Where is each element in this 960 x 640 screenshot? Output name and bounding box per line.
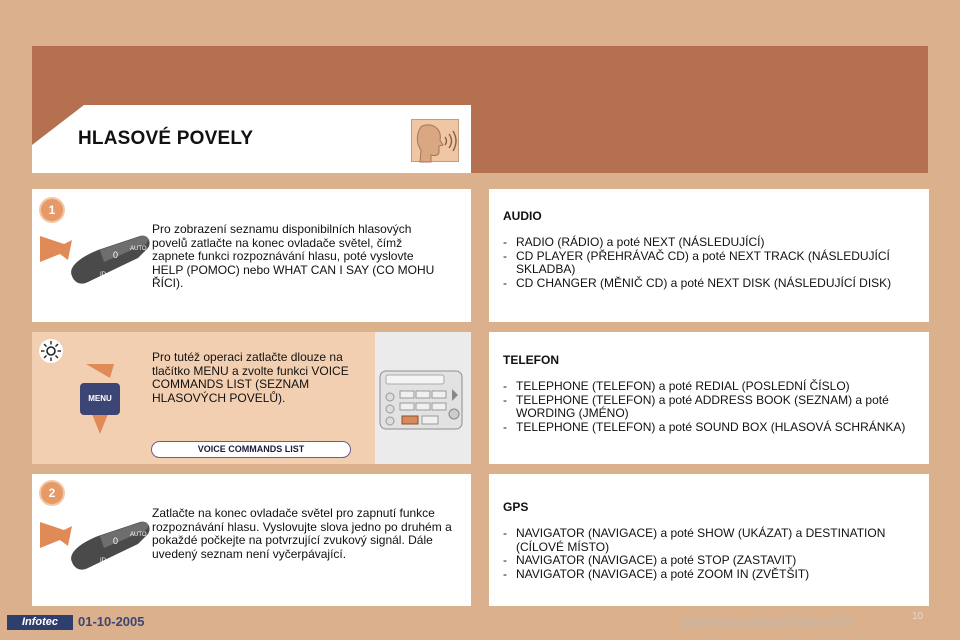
list-item: - CD PLAYER (PŘEHRÁVAČ CD) a poté NEXT TRACK (NÁSLEDUJÍCÍ SKLADBA)	[503, 250, 913, 277]
menu-text: Pro tutéž operaci zatlačte dlouze na tlačítko MENU a zvolte funkci VOICE COMMANDS LIST (SEZNAM HLASOVÝCH POVELŮ).	[152, 350, 349, 405]
svg-text:AUTO: AUTO	[130, 532, 147, 538]
page-number: 10	[912, 611, 924, 622]
step2-text: Zatlačte na konec ovladače světel pro zapnutí funkce rozpoznávání hlasu. Vyslovujte slova jedno po druhém a pokaždé počkejte na potvrzující zvukový signál. Dále uvedený seznam není vyčerpávající.	[152, 506, 452, 561]
list-item: - TELEPHONE (TELEFON) a poté REDIAL (POSLEDNÍ ČÍSLO)	[503, 380, 913, 394]
svg-text:AUTO: AUTO	[130, 246, 147, 252]
list-item: - TELEPHONE (TELEFON) a poté ADDRESS BOOK (SEZNAM) a poté WORDING (JMÉNO)	[503, 394, 913, 421]
telefon-command-list	[503, 380, 913, 434]
voice-command-icon	[411, 119, 459, 162]
footer-date: 01-10-2005	[78, 614, 145, 629]
telefon-heading: TELEFON	[503, 353, 559, 367]
menu-button[interactable]: MENU	[80, 383, 120, 415]
gps-heading: GPS	[503, 500, 529, 514]
radio-unit-illustration	[378, 369, 464, 436]
page-title: HLASOVÉ POVELY	[78, 128, 254, 149]
audio-command-list	[503, 236, 913, 290]
svg-text:0: 0	[113, 536, 119, 546]
light-stalk-illustration	[38, 514, 153, 581]
light-icon	[38, 338, 64, 369]
list-item: - CD CHANGER (MĚNIČ CD) a poté NEXT DISK (NÁSLEDUJÍCÍ DISK)	[503, 277, 913, 291]
gps-command-list	[503, 527, 913, 581]
list-item: - NAVIGATOR (NAVIGACE) a poté STOP (ZASTAVIT)	[503, 554, 913, 568]
audio-heading: AUDIO	[503, 209, 542, 223]
light-stalk-illustration	[38, 228, 153, 295]
svg-text:ID: ID	[100, 558, 106, 564]
watermark: carmanualsonline.info	[682, 614, 852, 631]
list-item: - RADIO (RÁDIO) a poté NEXT (NÁSLEDUJÍCÍ)	[503, 236, 913, 250]
step1-badge: 1	[41, 199, 63, 221]
list-item: - NAVIGATOR (NAVIGACE) a poté ZOOM IN (ZVĚTŠIT)	[503, 568, 913, 582]
voice-commands-list-pill: VOICE COMMANDS LIST	[151, 441, 351, 458]
list-item: - TELEPHONE (TELEFON) a poté SOUND BOX (HLASOVÁ SCHRÁNKA)	[503, 421, 913, 435]
svg-text:0: 0	[113, 250, 119, 260]
svg-text:ID: ID	[100, 272, 106, 278]
list-item: - NAVIGATOR (NAVIGACE) a poté SHOW (UKÁZAT) a DESTINATION (CÍLOVÉ MÍSTO)	[503, 527, 913, 554]
step2-badge: 2	[41, 482, 63, 504]
infotec-logo: Infotec	[7, 615, 73, 630]
step1-text: Pro zobrazení seznamu disponibilních hlasových povelů zatlačte na konec ovladače světel, čímž zapnete funkci rozpoznávání hlasu, poté vyslovte HELP (POMOC) nebo WHAT CAN I SAY (CO MOHU ŘÍCI).	[152, 222, 435, 291]
